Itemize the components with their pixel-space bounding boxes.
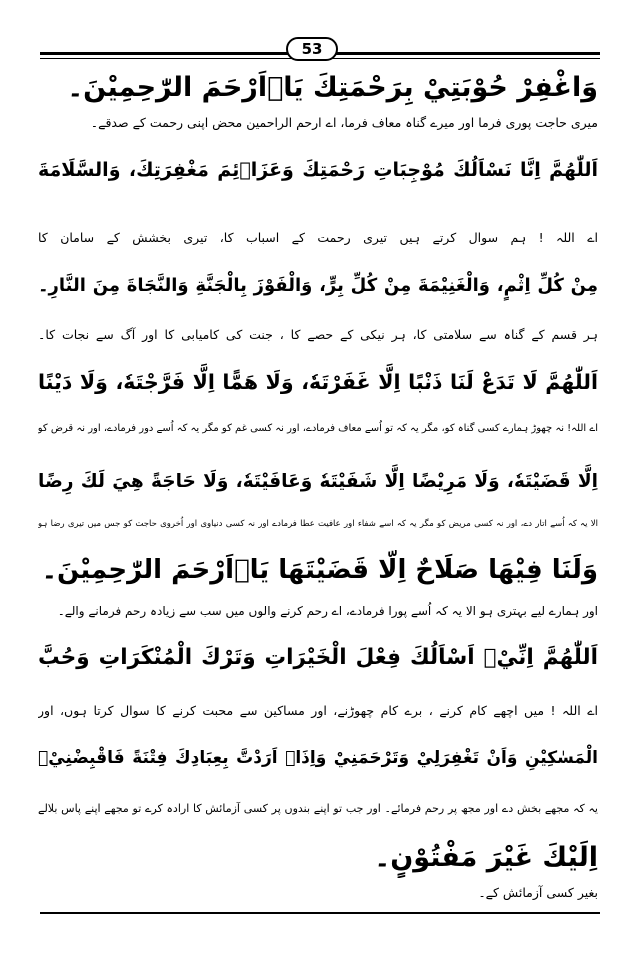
- page-number-badge: [286, 37, 338, 61]
- footer-rule: [40, 912, 600, 914]
- arabic-line-9: اِلَيْكَ غَيْرَ مَفْتُوْنٍ۔: [374, 842, 598, 873]
- arabic-line-5: اِلَّا قَضَيْتَهٗ، وَلَا مَرِيْضًا اِلَّا شَفَيْتَهٗ وَعَافَيْتَهٗ، وَلَا حَاجَةً هِيَ لَكَ رِضًا: [38, 471, 598, 492]
- arabic-line-2: اَللّٰهُمَّ اِنَّا نَسْاَلُكَ مُوْجِبَاتِ رَحْمَتِكَ وَعَزَاۤئِمَ مَغْفِرَتِكَ، وَالسَّلَامَةَ: [38, 159, 598, 181]
- arabic-line-4: اَللّٰهُمَّ لَا تَدَعْ لَنَا ذَنْبًا اِلَّا غَفَرْتَهٗ، وَلَا هَمًّا اِلَّا فَرَّجْتَهٗ، وَلَا دَيْنًا: [38, 370, 598, 394]
- urdu-translation-line-2: اے اللہ ! ہم سوال کرتے ہیں تیری رحمت کے اسباب کا، تیری بخشش کے سامان کا: [38, 230, 598, 245]
- urdu-translation-line-6: اور ہمارے لیے بہتری ہو الا یہ کہ اُسے پورا فرمادے، اے رحم کرنے والوں میں سب سے زیادہ رحم فرمانے والے۔: [57, 604, 598, 618]
- urdu-translation-line-1: میری حاجت پوری فرما اور میرے گناہ معاف فرما، اے ارحم الراحمین محض اپنی رحمت کے صدقے۔: [90, 115, 598, 130]
- arabic-line-8: الْمَسٰكِيْنِ وَاَنْ تَغْفِرَلِيْ وَتَرْحَمَنِيْ وَاِذَاۤ اَرَدْتَّ بِعِبَادِكَ فِتْنَةً فَاقْبِضْنِيْۤ: [38, 748, 598, 768]
- urdu-translation-line-9: بغیر کسی آزمائش کے۔: [478, 885, 598, 900]
- arabic-line-1: وَاغْفِرْ حُوْبَتِيْ بِرَحْمَتِكَ يَاۤاَرْحَمَ الرّٰحِمِيْنَ۔: [67, 72, 598, 103]
- urdu-translation-line-7: اے اللہ ! میں اچھے کام کرنے ، برے کام چھوڑنے، اور مساکین سے محبت کرنے کا سوال کرتا ہوں، اور: [38, 703, 598, 718]
- urdu-translation-line-5: الا یہ کہ اُسے اتار دے، اور نہ کسی مریض کو مگر یہ کہ اسے شفاء اور عافیت عطا فرمادے اور نہ کسی دنیاوی اور اُخروی حاجت کو جس میں تیری رضا ہو: [38, 519, 598, 529]
- urdu-translation-line-8: یہ کہ مجھے بخش دے اور مجھ پر رحم فرمائے۔ اور جب تو اپنے بندوں پر کسی آزمائش کا ارادہ کرے تو مجھے اپنے پاس بلالے: [38, 802, 598, 815]
- arabic-line-3: مِنْ كُلِّ اِثْمٍ، وَالْغَنِيْمَةَ مِنْ كُلِّ بِرٍّ، وَالْفَوْزَ بِالْجَنَّةِ وَالنَّجَاةَ مِنَ النَّارِ۔: [38, 275, 598, 296]
- urdu-translation-line-3: ہر قسم کے گناہ سے سلامتی کا، ہر نیکی کے حصے کا ، جنت کی کامیابی کا اور آگ سے نجات کا۔: [38, 327, 598, 342]
- arabic-line-6: وَلَنَا فِيْهَا صَلَاحٌ اِلَّا قَضَيْتَهَا يَاۤاَرْحَمَ الرّٰحِمِيْنَ۔: [41, 555, 598, 585]
- arabic-line-7: اَللّٰهُمَّ اِنِّيْۤ اَسْاَلُكَ فِعْلَ الْخَيْرَاتِ وَتَرْكَ الْمُنْكَرَاتِ وَحُبَّ: [38, 645, 598, 670]
- urdu-translation-line-4: اے اللہ! نہ چھوڑ ہمارے کسی گناہ کو، مگر یہ کہ تو اُسے معاف فرمادے، اور نہ کسی غم کو مگر یہ کہ اُسے دور فرمادے، اور نہ قرض کو: [38, 423, 598, 434]
- page-number: 53: [301, 39, 323, 58]
